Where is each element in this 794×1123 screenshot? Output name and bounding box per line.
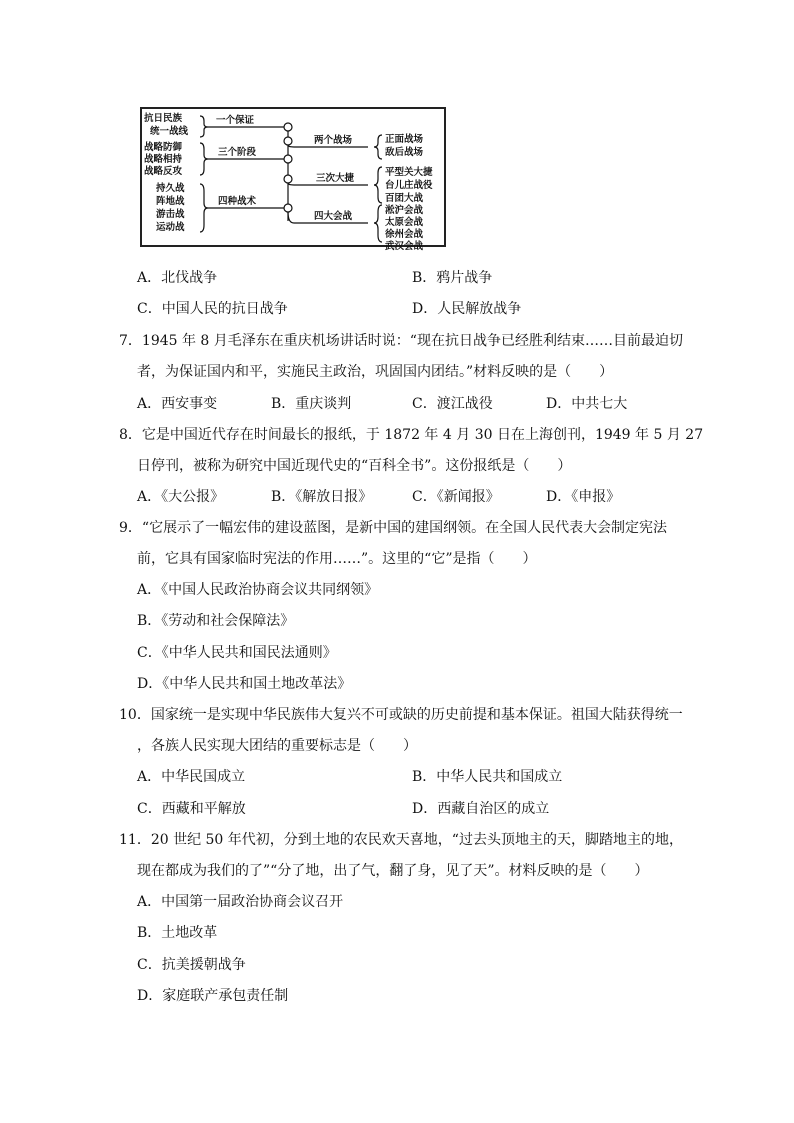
- right-term: 徐州会战: [385, 229, 424, 240]
- left-term: 战略相持: [144, 154, 183, 165]
- q10-option-c[interactable]: C．西藏和平解放: [137, 801, 246, 817]
- q7-option-d[interactable]: D．中共七大: [546, 396, 628, 412]
- q10-option-a[interactable]: A．中华民国成立: [137, 769, 246, 785]
- q9-stem-line-1: 9．“它展示了一幅宏伟的建设蓝图，是新中国的建国纲领。在全国人民代表大会制定宪法: [119, 520, 668, 536]
- q9-option-a[interactable]: A．《中国人民政治协商会议共同纲领》: [137, 582, 379, 598]
- right-term: 淞沪会战: [385, 205, 424, 216]
- left-term: 战略反攻: [144, 166, 183, 177]
- right-label: 四大会战: [314, 211, 353, 222]
- right-term: 武汉会战: [385, 241, 424, 252]
- q7-option-a[interactable]: A．西安事变: [137, 396, 218, 412]
- q9-option-b[interactable]: B．《劳动和社会保障法》: [137, 613, 295, 629]
- q6-option-a[interactable]: A．北伐战争: [137, 270, 218, 286]
- right-label: 两个战场: [314, 135, 353, 146]
- left-term: 持久战: [156, 183, 185, 194]
- q7-option-c[interactable]: C．渡江战役: [412, 396, 493, 412]
- q9-option-c[interactable]: C．《中华人民共和国民法通则》: [137, 645, 337, 661]
- q7-stem-line-1: 7．1945 年 8 月毛泽东在重庆机场讲话时说：“现在抗日战争已经胜利结束……目前最迫切: [119, 333, 683, 349]
- middle-label: 四种战术: [218, 196, 257, 207]
- q10-option-d[interactable]: D．西藏自治区的成立: [412, 801, 550, 817]
- right-term: 正面战场: [385, 134, 424, 145]
- q11-stem-line-1: 11．20 世纪 50 年代初，分到土地的农民欢天喜地，“过去头顶地主的天，脚踏地主的地，: [119, 832, 683, 848]
- q11-option-b[interactable]: B．土地改革: [137, 925, 218, 941]
- q10-option-b[interactable]: B．中华人民共和国成立: [412, 769, 563, 785]
- q9-stem-line-2: 前，它具有国家临时宪法的作用……”。这里的“它”是指（ ）: [137, 551, 537, 567]
- q11-stem-line-2: 现在都成为我们的了”“分了地，出了气，翻了身，见了天”。材料反映的是（ ）: [137, 863, 649, 879]
- left-term: 运动战: [156, 222, 185, 233]
- left-term: 抗日民族: [144, 113, 183, 124]
- q7-stem-line-2: 者，为保证国内和平，实施民主政治，巩固国内团结。”材料反映的是（ ）: [137, 364, 614, 380]
- q8-option-c[interactable]: C．《新闻报》: [412, 489, 500, 505]
- q8-option-b[interactable]: B．《解放日报》: [271, 489, 373, 505]
- left-term: 游击战: [156, 209, 185, 220]
- q10-stem-line-2: ，各族人民实现大团结的重要标志是（ ）: [137, 738, 417, 754]
- right-term: 太原会战: [385, 217, 424, 228]
- q11-option-c[interactable]: C．抗美援朝战争: [137, 957, 246, 973]
- q11-option-a[interactable]: A．中国第一届政治协商会议召开: [137, 894, 344, 910]
- q6-option-b[interactable]: B．鸦片战争: [412, 270, 493, 286]
- middle-label: 一个保证: [216, 115, 255, 126]
- right-label: 三次大捷: [316, 173, 355, 184]
- right-term: 百团大战: [385, 193, 424, 204]
- right-term: 平型关大捷: [385, 167, 433, 178]
- q8-option-a[interactable]: A．《大公报》: [137, 489, 225, 505]
- q9-option-d[interactable]: D．《中华人民共和国土地改革法》: [137, 676, 352, 692]
- middle-label: 三个阶段: [218, 147, 257, 158]
- q8-stem-line-1: 8．它是中国近代存在时间最长的报纸，于 1872 年 4 月 30 日在上海创刊，1949 年 5 月 27: [119, 427, 704, 443]
- left-term: 战略防御: [144, 142, 183, 153]
- right-term: 敌后战场: [385, 147, 424, 158]
- q11-option-d[interactable]: D．家庭联产承包责任制: [137, 988, 289, 1004]
- right-term: 台儿庄战役: [385, 180, 433, 191]
- war-summary-diagram: [140, 107, 446, 252]
- q7-option-b[interactable]: B．重庆谈判: [271, 396, 352, 412]
- q6-option-d[interactable]: D．人民解放战争: [412, 301, 522, 317]
- q10-stem-line-1: 10．国家统一是实现中华民族伟大复兴不可或缺的历史前提和基本保证。祖国大陆获得统一: [119, 707, 683, 723]
- diagram-svg: [142, 109, 444, 252]
- q6-option-c[interactable]: C．中国人民的抗日战争: [137, 301, 288, 317]
- q8-option-d[interactable]: D．《申报》: [546, 489, 621, 505]
- q8-stem-line-2: 日停刊，被称为研究中国近现代史的“百科全书”。这份报纸是（ ）: [137, 458, 572, 474]
- left-term: 统一战线: [150, 126, 189, 137]
- left-term: 阵地战: [156, 196, 185, 207]
